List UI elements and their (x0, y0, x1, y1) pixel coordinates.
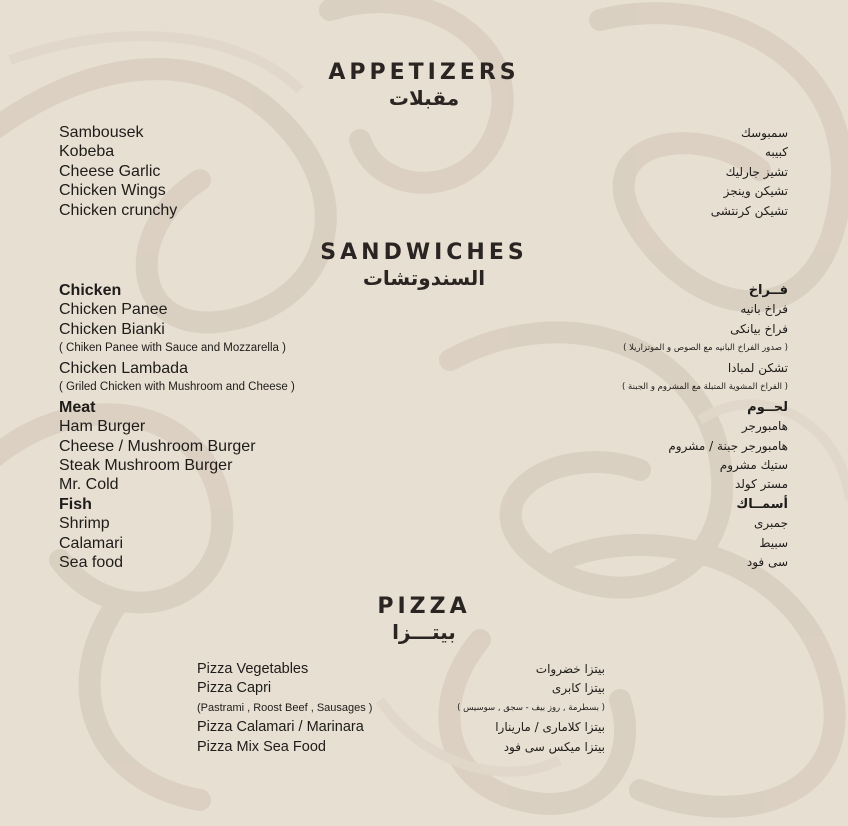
menu-item-ar: تشيز جارليك (725, 164, 788, 179)
menu-item-note-en: ( Chiken Panee with Sauce and Mozzarella ) (59, 342, 286, 355)
menu-item-en: Chicken Bianki (59, 320, 165, 338)
category-heading-en: Chicken (59, 282, 122, 299)
menu-item-en: Pizza Mix Sea Food (197, 738, 326, 755)
menu-item-en: Pizza Vegetables (197, 661, 309, 677)
menu-item-en: Chicken Wings (59, 182, 166, 200)
menu-item-ar: تشيكن وينجز (723, 184, 788, 199)
menu-item-ar: بيتزا كلامارى / مارينارا (495, 720, 605, 735)
menu-item-ar: هامبورجر (741, 419, 788, 434)
appetizers-list-en (59, 123, 177, 220)
menu-item-ar: هامبورجر جبنة / مشروم (668, 438, 788, 453)
menu-item-ar: تشيكن كرنتشى (710, 203, 788, 218)
menu-item-ar: سى فود (746, 555, 788, 570)
menu-item-note-en: ( Griled Chicken with Mushroom and Cheese ) (59, 381, 295, 394)
menu-item-note-ar: ( صدور الفراخ البانيه مع الصوص و الموتزاريلا ) (623, 343, 788, 354)
menu-item-ar: ستيك مشروم (719, 457, 788, 472)
pizza-title-en: PIZZA (377, 594, 471, 619)
menu-item-ar: سمبوسك (741, 126, 788, 140)
pizza-heading (0, 594, 848, 644)
sandwiches-title-ar: السندوتشات (362, 266, 486, 290)
menu-item-note-ar: ( الفراخ المشوية المتبلة مع المشروم و الجبنة ) (622, 382, 788, 393)
menu-item-en: Chicken Lambada (59, 359, 188, 377)
menu-item-en: Sambousek (59, 124, 144, 141)
menu-item-ar: فراخ بانيه (740, 302, 788, 317)
menu-item-en: Kobeba (59, 143, 115, 161)
appetizers-title-en: APPETIZERS (328, 60, 520, 85)
menu-item-ar: سبيط (759, 535, 788, 550)
sandwiches-title-en: SANDWICHES (320, 240, 528, 265)
menu-item-ar: مستر كولد (734, 477, 788, 492)
menu-item-ar: بيتزا خضروات (535, 662, 605, 676)
menu-item-en: Shrimp (59, 515, 110, 533)
menu-item-en: Ham Burger (59, 418, 146, 436)
category-heading-en: Meat (59, 398, 96, 416)
category-heading-ar: فــراخ (748, 283, 788, 298)
menu-item-note-en: (Pastrami , Roost Beef , Sausages ) (197, 701, 373, 714)
appetizers-heading (0, 60, 848, 110)
menu-item-ar: بيتزا كابرى (551, 681, 605, 696)
pizza-title-ar: بيتـــزا (392, 620, 456, 644)
appetizers-title-ar: مقبلات (388, 86, 460, 110)
menu-item-en: Sea food (59, 554, 124, 572)
menu-item-en: Calamari (59, 534, 124, 552)
menu-item-en: Pizza Calamari / Marinara (197, 719, 364, 736)
menu-item-ar: تشكن لمبادا (727, 360, 788, 375)
menu-item-en: Cheese Garlic (59, 162, 161, 180)
menu-item-en: Chicken crunchy (59, 201, 178, 219)
menu-item-ar: فراخ بيانكى (730, 321, 788, 336)
category-heading-en: Fish (59, 495, 92, 513)
menu-item-en: Steak Mushroom Burger (59, 456, 233, 474)
menu-item-note-ar: ( بسطرمة , روز بيف - سجق , سوسيس ) (457, 702, 605, 713)
sandwiches-list-en (59, 281, 295, 573)
category-heading-ar: أسمــاك (736, 496, 788, 512)
menu-item-en: Cheese / Mushroom Burger (59, 437, 256, 455)
menu-item-ar: كبيبه (764, 145, 788, 160)
category-heading-ar: لحــوم (747, 399, 788, 415)
menu-item-en: Chicken Panee (59, 301, 168, 319)
menu-item-ar: بيتزا ميكس سى فود (503, 739, 605, 754)
menu-item-ar: جمبرى (754, 516, 788, 531)
menu-item-en: Mr. Cold (59, 476, 119, 494)
appetizers-list-ar (458, 124, 788, 221)
sandwiches-list-ar (458, 281, 788, 573)
menu-item-en: Pizza Capri (197, 680, 272, 697)
pizza-list-ar (305, 660, 605, 757)
